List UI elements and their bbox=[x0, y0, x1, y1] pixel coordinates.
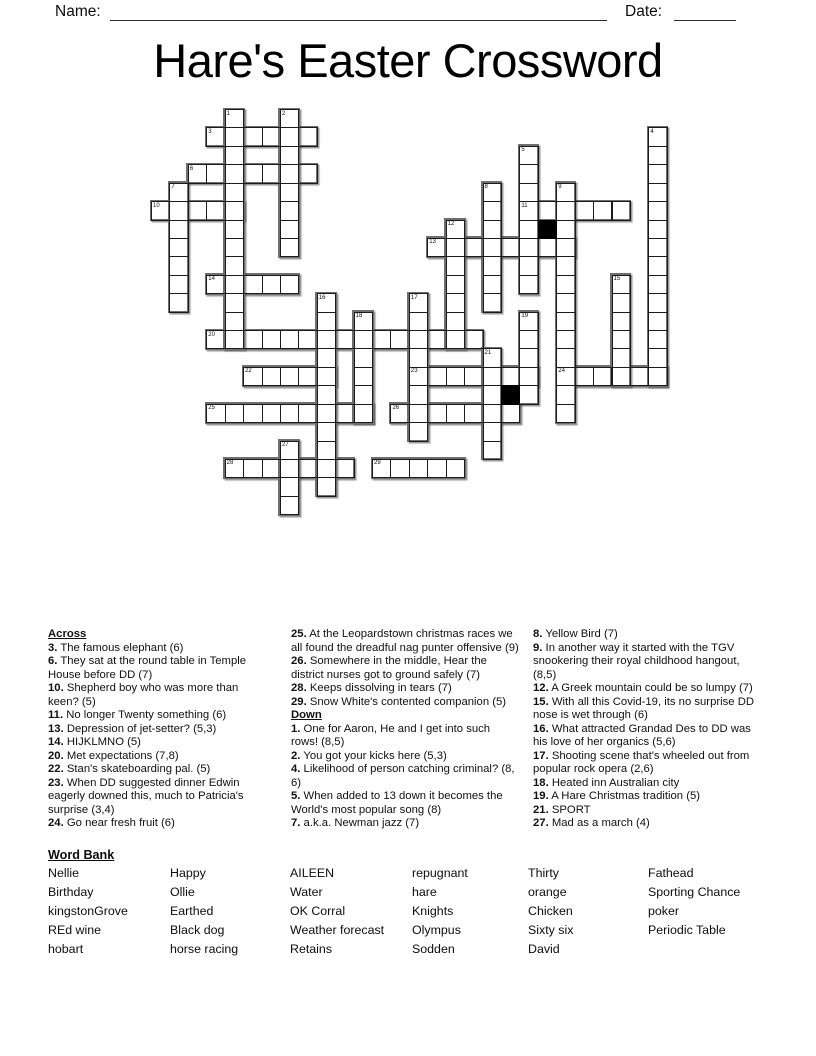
grid-cell[interactable] bbox=[225, 183, 244, 202]
clue-number-label: 17. bbox=[533, 749, 549, 762]
grid-number: 7 bbox=[171, 184, 175, 191]
clue-number-label: 28. bbox=[291, 682, 307, 694]
word-bank-item: David bbox=[528, 941, 560, 956]
grid-cell[interactable] bbox=[225, 293, 244, 312]
grid-cell[interactable] bbox=[225, 404, 244, 423]
word-bank-item: Happy bbox=[170, 866, 206, 880]
grid-cell[interactable] bbox=[483, 256, 502, 275]
grid-number: 6 bbox=[189, 165, 194, 172]
grid-cell[interactable] bbox=[483, 441, 502, 460]
grid-cell[interactable] bbox=[262, 164, 281, 183]
grid-cell[interactable] bbox=[354, 404, 373, 423]
grid-cell[interactable] bbox=[519, 385, 538, 404]
grid-cell[interactable] bbox=[648, 164, 667, 183]
grid-cell[interactable] bbox=[519, 183, 538, 202]
grid-cell[interactable] bbox=[169, 220, 188, 239]
grid-cell[interactable] bbox=[243, 127, 262, 146]
grid-number: 19 bbox=[521, 313, 529, 320]
clue-number-label: 27. bbox=[533, 817, 549, 829]
grid-cell[interactable] bbox=[280, 330, 299, 349]
clue-number-label: 4. bbox=[291, 763, 301, 775]
grid-cell[interactable] bbox=[280, 496, 299, 515]
grid-cell[interactable] bbox=[519, 220, 538, 239]
grid-cell[interactable] bbox=[409, 459, 428, 478]
grid-cell[interactable] bbox=[593, 367, 612, 386]
grid-cell[interactable] bbox=[280, 459, 299, 478]
grid-cell[interactable] bbox=[464, 404, 483, 423]
clue-number-label: 13. bbox=[48, 722, 64, 735]
grid-number: 24 bbox=[558, 368, 565, 375]
grid-cell[interactable] bbox=[262, 275, 281, 294]
grid-number: 1 bbox=[226, 110, 231, 117]
grid-cell[interactable] bbox=[225, 312, 244, 331]
grid-cell[interactable] bbox=[519, 348, 538, 367]
grid-cell[interactable] bbox=[225, 330, 244, 349]
grid-cell[interactable] bbox=[298, 330, 317, 349]
name-label: Name: bbox=[55, 3, 101, 20]
clue-item-7: 7. a.k.a. Newman jazz (7) bbox=[291, 817, 420, 829]
grid-cell[interactable] bbox=[335, 404, 354, 423]
across-heading: Across bbox=[48, 628, 87, 640]
word-bank-list bbox=[48, 864, 788, 974]
grid-cell[interactable] bbox=[390, 459, 409, 478]
grid-cell[interactable] bbox=[446, 256, 465, 275]
grid-cell[interactable] bbox=[206, 201, 225, 220]
grid-cell[interactable] bbox=[483, 238, 502, 257]
grid-cell[interactable] bbox=[483, 367, 502, 386]
word-bank-item: Thirty bbox=[528, 866, 559, 880]
grid-cell[interactable] bbox=[317, 330, 336, 349]
grid-cell[interactable] bbox=[243, 330, 262, 349]
grid-cell[interactable] bbox=[483, 275, 502, 294]
grid-cell[interactable] bbox=[483, 404, 502, 423]
clue-item-19: 19. A Hare Christmas tradition (5) bbox=[533, 790, 701, 802]
grid-cell[interactable] bbox=[556, 256, 575, 275]
grid-cell[interactable] bbox=[169, 275, 188, 294]
grid-cell[interactable] bbox=[354, 385, 373, 404]
clue-number-label: 24. bbox=[48, 817, 64, 829]
word-bank-item: Knights bbox=[412, 903, 454, 918]
grid-cell[interactable] bbox=[501, 404, 520, 423]
grid-number: 20 bbox=[208, 331, 215, 338]
grid-cell[interactable] bbox=[648, 256, 667, 275]
grid-cell[interactable] bbox=[188, 201, 207, 220]
grid-cell[interactable] bbox=[298, 459, 317, 478]
grid-cell[interactable] bbox=[575, 201, 594, 220]
grid-cell[interactable] bbox=[538, 201, 557, 220]
grid-cell[interactable] bbox=[464, 238, 483, 257]
grid-cell[interactable] bbox=[446, 459, 465, 478]
grid-cell[interactable] bbox=[354, 367, 373, 386]
grid-cell[interactable] bbox=[612, 367, 631, 386]
word-bank-item: Retains bbox=[290, 941, 333, 956]
grid-cell[interactable] bbox=[556, 220, 575, 239]
grid-number: 13 bbox=[429, 239, 436, 246]
grid-cell[interactable] bbox=[280, 477, 299, 496]
word-bank-column bbox=[48, 864, 128, 959]
clue-number-label: 20. bbox=[48, 749, 64, 762]
clue-number-label: 6. bbox=[48, 655, 58, 667]
word-bank-item: orange bbox=[528, 884, 567, 899]
clue-item-29: 29. Snow White's contented companion (5) bbox=[291, 695, 507, 708]
word-bank-item: Birthday bbox=[48, 884, 94, 899]
grid-cell[interactable] bbox=[464, 330, 483, 349]
grid-cell[interactable] bbox=[612, 201, 631, 220]
grid-cell[interactable] bbox=[427, 330, 446, 349]
grid-cell[interactable] bbox=[446, 404, 465, 423]
clue-number-label: 21. bbox=[533, 803, 549, 816]
grid-cell[interactable] bbox=[612, 330, 631, 349]
word-bank-item: Sixty six bbox=[528, 922, 574, 937]
word-bank-item: OK Corral bbox=[290, 903, 346, 918]
grid-cell[interactable] bbox=[446, 293, 465, 312]
clue-number-label: 9. bbox=[533, 641, 543, 654]
grid-cell[interactable] bbox=[612, 312, 631, 331]
grid-cell[interactable] bbox=[519, 367, 538, 386]
grid-cell[interactable] bbox=[409, 404, 428, 423]
grid-number: 15 bbox=[613, 276, 621, 283]
grid-cell[interactable] bbox=[409, 348, 428, 367]
grid-cell[interactable] bbox=[501, 367, 520, 386]
grid-cell[interactable] bbox=[317, 385, 336, 404]
grid-cell[interactable] bbox=[446, 238, 465, 257]
clue-number-label: 22. bbox=[48, 763, 64, 775]
grid-number: 29 bbox=[374, 460, 381, 467]
grid-cell[interactable] bbox=[225, 201, 244, 220]
word-bank-column bbox=[528, 864, 573, 959]
clue-item-14: 14. HIJKLMNO (5) bbox=[48, 736, 141, 748]
grid-cell[interactable] bbox=[169, 256, 188, 275]
grid-cell[interactable] bbox=[519, 330, 538, 349]
grid-cell[interactable] bbox=[446, 312, 465, 331]
clue-number-label: 16. bbox=[533, 722, 549, 735]
grid-cell[interactable] bbox=[612, 293, 631, 312]
grid-cell[interactable] bbox=[225, 238, 244, 257]
grid-cell[interactable] bbox=[483, 201, 502, 220]
grid-cell[interactable] bbox=[280, 146, 299, 165]
grid-number: 12 bbox=[447, 221, 455, 228]
grid-cell[interactable] bbox=[483, 293, 502, 312]
grid-cell[interactable] bbox=[280, 220, 299, 239]
grid-cell[interactable] bbox=[648, 367, 667, 386]
grid-cell[interactable] bbox=[612, 348, 631, 367]
grid-cell[interactable] bbox=[648, 220, 667, 239]
grid-cell[interactable] bbox=[169, 238, 188, 257]
grid-cell[interactable] bbox=[225, 275, 244, 294]
grid-cell[interactable] bbox=[335, 459, 354, 478]
grid-cell[interactable] bbox=[317, 404, 336, 423]
word-bank-item: repugnant bbox=[412, 866, 468, 880]
grid-cell[interactable] bbox=[298, 127, 317, 146]
clue-item-2: 2. You got your kicks here (5,3) bbox=[291, 749, 447, 762]
word-bank-item: Periodic Table bbox=[648, 922, 726, 937]
word-bank-item: Fathead bbox=[648, 866, 694, 880]
grid-cell[interactable] bbox=[409, 422, 428, 441]
grid-number: 23 bbox=[410, 368, 418, 375]
clue-item-10: 10. Shepherd boy who was more than keen? (5) bbox=[48, 682, 239, 708]
black-cell bbox=[501, 385, 520, 404]
clue-item-12: 12. A Greek mountain could be so lumpy (7) bbox=[533, 682, 753, 694]
clue-item-25: 25. At the Leopardstown christmas races we all found the dreadful nag punter offensive (9) bbox=[291, 628, 519, 654]
clue-item-28: 28. Keeps dissolving in tears (7) bbox=[291, 682, 452, 694]
grid-cell[interactable] bbox=[556, 312, 575, 331]
grid-number: 27 bbox=[281, 442, 289, 449]
word-bank-item: hobart bbox=[48, 941, 84, 956]
grid-cell[interactable] bbox=[243, 164, 262, 183]
grid-number: 11 bbox=[521, 202, 528, 209]
page-title: Hare's Easter Crossword bbox=[153, 34, 663, 87]
grid-cell[interactable] bbox=[556, 275, 575, 294]
clue-number-label: 11. bbox=[48, 709, 64, 721]
word-bank-item: hare bbox=[412, 884, 437, 899]
grid-cell[interactable] bbox=[556, 348, 575, 367]
clue-number-label: 3. bbox=[48, 641, 58, 654]
word-bank-column bbox=[412, 864, 468, 959]
word-bank-item: Olympus bbox=[412, 922, 461, 937]
name-fill-line bbox=[110, 3, 607, 21]
clue-item-11: 11. No longer Twenty something (6) bbox=[48, 709, 227, 721]
word-bank-item: Nellie bbox=[48, 866, 79, 880]
grid-cell[interactable] bbox=[243, 404, 262, 423]
grid-cell[interactable] bbox=[317, 348, 336, 367]
grid-cell[interactable] bbox=[556, 238, 575, 257]
grid-number: 9 bbox=[558, 184, 562, 191]
grid-number: 22 bbox=[245, 368, 252, 375]
grid-cell[interactable] bbox=[262, 367, 281, 386]
grid-cell[interactable] bbox=[225, 127, 244, 146]
clue-number-label: 26. bbox=[291, 655, 307, 667]
grid-cell[interactable] bbox=[556, 404, 575, 423]
grid-cell[interactable] bbox=[483, 220, 502, 239]
clue-item-3: 3. The famous elephant (6) bbox=[48, 641, 184, 654]
clue-number-label: 29. bbox=[291, 695, 307, 708]
grid-cell[interactable] bbox=[446, 330, 465, 349]
grid-cell[interactable] bbox=[225, 220, 244, 239]
grid-cell[interactable] bbox=[648, 201, 667, 220]
clue-number-label: 2. bbox=[291, 749, 301, 762]
grid-cell[interactable] bbox=[409, 330, 428, 349]
clue-number-label: 25. bbox=[291, 628, 307, 640]
clue-item-8: 8. Yellow Bird (7) bbox=[533, 628, 618, 640]
grid-cell[interactable] bbox=[409, 312, 428, 331]
grid-cell[interactable] bbox=[280, 404, 299, 423]
grid-cell[interactable] bbox=[575, 367, 594, 386]
grid-cell[interactable] bbox=[648, 146, 667, 165]
grid-cell[interactable] bbox=[317, 477, 336, 496]
clue-item-16: 16. What attracted Grandad Des to DD was his love of her organics (5,6) bbox=[533, 722, 751, 748]
grid-cell[interactable] bbox=[169, 201, 188, 220]
clue-number-label: 19. bbox=[533, 790, 549, 802]
clue-number-label: 18. bbox=[533, 776, 549, 789]
grid-cell[interactable] bbox=[243, 275, 262, 294]
grid-number: 16 bbox=[318, 294, 326, 301]
grid-cell[interactable] bbox=[427, 459, 446, 478]
grid-number: 25 bbox=[208, 405, 215, 412]
grid-cell[interactable] bbox=[317, 459, 336, 478]
word-bank-item: Water bbox=[290, 884, 323, 899]
grid-cell[interactable] bbox=[262, 459, 281, 478]
grid-cell[interactable] bbox=[262, 404, 281, 423]
grid-cell[interactable] bbox=[280, 367, 299, 386]
grid-cell[interactable] bbox=[648, 312, 667, 331]
clues-column-middle bbox=[291, 628, 519, 831]
grid-cell[interactable] bbox=[225, 164, 244, 183]
grid-number: 8 bbox=[484, 184, 488, 191]
clue-item-13: 13. Depression of jet-setter? (5,3) bbox=[48, 722, 217, 735]
grid-cell[interactable] bbox=[630, 367, 649, 386]
grid-cell[interactable] bbox=[354, 348, 373, 367]
clue-item-5: 5. When added to 13 down it becomes the World's most popular song (8) bbox=[291, 790, 503, 816]
grid-cell[interactable] bbox=[556, 385, 575, 404]
clue-item-1: 1. One for Aaron, He and I get into such rows! (8,5) bbox=[291, 722, 491, 748]
grid-cell[interactable] bbox=[556, 201, 575, 220]
word-bank-item: kingstonGrove bbox=[48, 903, 128, 918]
word-bank-item: REd wine bbox=[48, 922, 102, 937]
grid-cell[interactable] bbox=[483, 422, 502, 441]
grid-cell[interactable] bbox=[519, 238, 538, 257]
grid-cell[interactable] bbox=[262, 330, 281, 349]
grid-cell[interactable] bbox=[427, 404, 446, 423]
grid-cell[interactable] bbox=[354, 330, 373, 349]
grid-cell[interactable] bbox=[280, 275, 299, 294]
grid-number: 28 bbox=[226, 460, 234, 467]
word-bank-column bbox=[648, 864, 740, 940]
grid-cell[interactable] bbox=[280, 127, 299, 146]
down-heading: Down bbox=[291, 709, 322, 721]
grid-number: 14 bbox=[208, 276, 215, 283]
grid-cell[interactable] bbox=[556, 330, 575, 349]
clue-item-15: 15. With all this Covid-19, its no surprise DD nose is wet through (6) bbox=[533, 695, 755, 721]
grid-cell[interactable] bbox=[519, 164, 538, 183]
grid-number: 17 bbox=[410, 294, 418, 301]
grid-cell[interactable] bbox=[390, 330, 409, 349]
grid-number: 3 bbox=[208, 128, 212, 135]
grid-cell[interactable] bbox=[648, 293, 667, 312]
grid-cell[interactable] bbox=[225, 256, 244, 275]
clue-number-label: 8. bbox=[533, 628, 543, 640]
grid-cell[interactable] bbox=[427, 367, 446, 386]
black-cell bbox=[538, 220, 557, 239]
clue-item-22: 22. Stan's skateboarding pal. (5) bbox=[48, 763, 211, 775]
grid-cell[interactable] bbox=[317, 441, 336, 460]
word-bank-item: Chicken bbox=[528, 903, 573, 918]
grid-cell[interactable] bbox=[298, 164, 317, 183]
word-bank-heading: Word Bank bbox=[48, 848, 115, 862]
grid-number: 21 bbox=[484, 349, 492, 356]
word-bank-item: Sporting Chance bbox=[648, 884, 741, 899]
grid-cell[interactable] bbox=[519, 256, 538, 275]
date-fill-line bbox=[674, 3, 736, 21]
grid-cell[interactable] bbox=[538, 238, 557, 257]
clue-item-17: 17. Shooting scene that's wheeled out from popular rock opera (2,6) bbox=[533, 749, 750, 775]
word-bank-item: Weather forecast bbox=[290, 922, 385, 937]
grid-cell[interactable] bbox=[243, 459, 262, 478]
grid-cell[interactable] bbox=[298, 367, 317, 386]
clue-number-label: 12. bbox=[533, 682, 549, 694]
grid-cell[interactable] bbox=[280, 164, 299, 183]
grid-cell[interactable] bbox=[409, 385, 428, 404]
word-bank-item: poker bbox=[648, 903, 679, 918]
grid-cell[interactable] bbox=[317, 367, 336, 386]
clue-number-label: 15. bbox=[533, 695, 549, 708]
clue-item-21: 21. SPORT bbox=[533, 803, 591, 816]
grid-number: 4 bbox=[650, 128, 654, 135]
grid-cell[interactable] bbox=[501, 238, 520, 257]
clue-item-6: 6. They sat at the round table in Temple House before DD (7) bbox=[48, 655, 247, 681]
clue-item-20: 20. Met expectations (7,8) bbox=[48, 749, 179, 762]
grid-cell[interactable] bbox=[648, 275, 667, 294]
word-bank-item: Earthed bbox=[170, 903, 214, 918]
grid-cell[interactable] bbox=[298, 404, 317, 423]
grid-cell[interactable] bbox=[335, 330, 354, 349]
clues-column-across bbox=[48, 628, 266, 831]
word-bank-column bbox=[290, 864, 384, 959]
grid-number: 2 bbox=[281, 110, 286, 117]
grid-cell[interactable] bbox=[372, 330, 391, 349]
grid-cell[interactable] bbox=[317, 312, 336, 331]
clue-item-9: 9. In another way it started with the TGV snookering their royal childhood hangout, (8,5) bbox=[533, 641, 740, 681]
clue-item-27: 27. Mad as a march (4) bbox=[533, 817, 650, 829]
word-bank bbox=[48, 848, 788, 978]
clue-number-label: 5. bbox=[291, 790, 301, 802]
grid-cell[interactable] bbox=[446, 275, 465, 294]
crossword-grid bbox=[151, 109, 671, 515]
grid-cell[interactable] bbox=[446, 367, 465, 386]
grid-cell[interactable] bbox=[317, 422, 336, 441]
grid-cell[interactable] bbox=[648, 183, 667, 202]
clue-item-24: 24. Go near fresh fruit (6) bbox=[48, 817, 175, 829]
grid-cell[interactable] bbox=[225, 146, 244, 165]
grid-cell[interactable] bbox=[648, 348, 667, 367]
clue-item-18: 18. Heated inn Australian city bbox=[533, 776, 680, 789]
clues-column-down bbox=[533, 628, 759, 831]
grid-number: 10 bbox=[153, 202, 160, 209]
grid-number: 5 bbox=[521, 147, 525, 154]
clue-number-label: 23. bbox=[48, 776, 64, 789]
grid-cell[interactable] bbox=[593, 201, 612, 220]
grid-cell[interactable] bbox=[280, 201, 299, 220]
grid-cell[interactable] bbox=[206, 164, 225, 183]
clue-number-label: 1. bbox=[291, 722, 301, 735]
grid-cell[interactable] bbox=[280, 238, 299, 257]
clue-item-23: 23. When DD suggested dinner Edwin eagerly downed this, much to Patricia's surprise (3,4) bbox=[48, 776, 244, 816]
word-bank-item: Sodden bbox=[412, 941, 455, 956]
word-bank-item: horse racing bbox=[170, 941, 239, 956]
word-bank-column bbox=[170, 864, 238, 959]
grid-cell[interactable] bbox=[648, 330, 667, 349]
grid-cell[interactable] bbox=[169, 293, 188, 312]
grid-cell[interactable] bbox=[464, 367, 483, 386]
grid-cell[interactable] bbox=[519, 275, 538, 294]
word-bank-item: Ollie bbox=[170, 884, 195, 899]
grid-cell[interactable] bbox=[280, 183, 299, 202]
word-bank-item: AILEEN bbox=[290, 866, 335, 880]
grid-number: 26 bbox=[392, 405, 400, 412]
grid-cell[interactable] bbox=[556, 293, 575, 312]
grid-cell[interactable] bbox=[483, 385, 502, 404]
clue-item-4: 4. Likelihood of person catching criminal? (8, 6) bbox=[291, 763, 515, 789]
date-label: Date: bbox=[625, 3, 663, 20]
clue-number-label: 14. bbox=[48, 736, 64, 748]
clue-item-26: 26. Somewhere in the middle, Hear the district nurses got to ground safely (7) bbox=[291, 655, 487, 681]
clue-number-label: 7. bbox=[291, 817, 301, 829]
grid-cell[interactable] bbox=[648, 238, 667, 257]
word-bank-item: Black dog bbox=[170, 922, 225, 937]
clue-number-label: 10. bbox=[48, 682, 64, 694]
grid-number: 18 bbox=[355, 313, 363, 320]
grid-cell[interactable] bbox=[262, 127, 281, 146]
